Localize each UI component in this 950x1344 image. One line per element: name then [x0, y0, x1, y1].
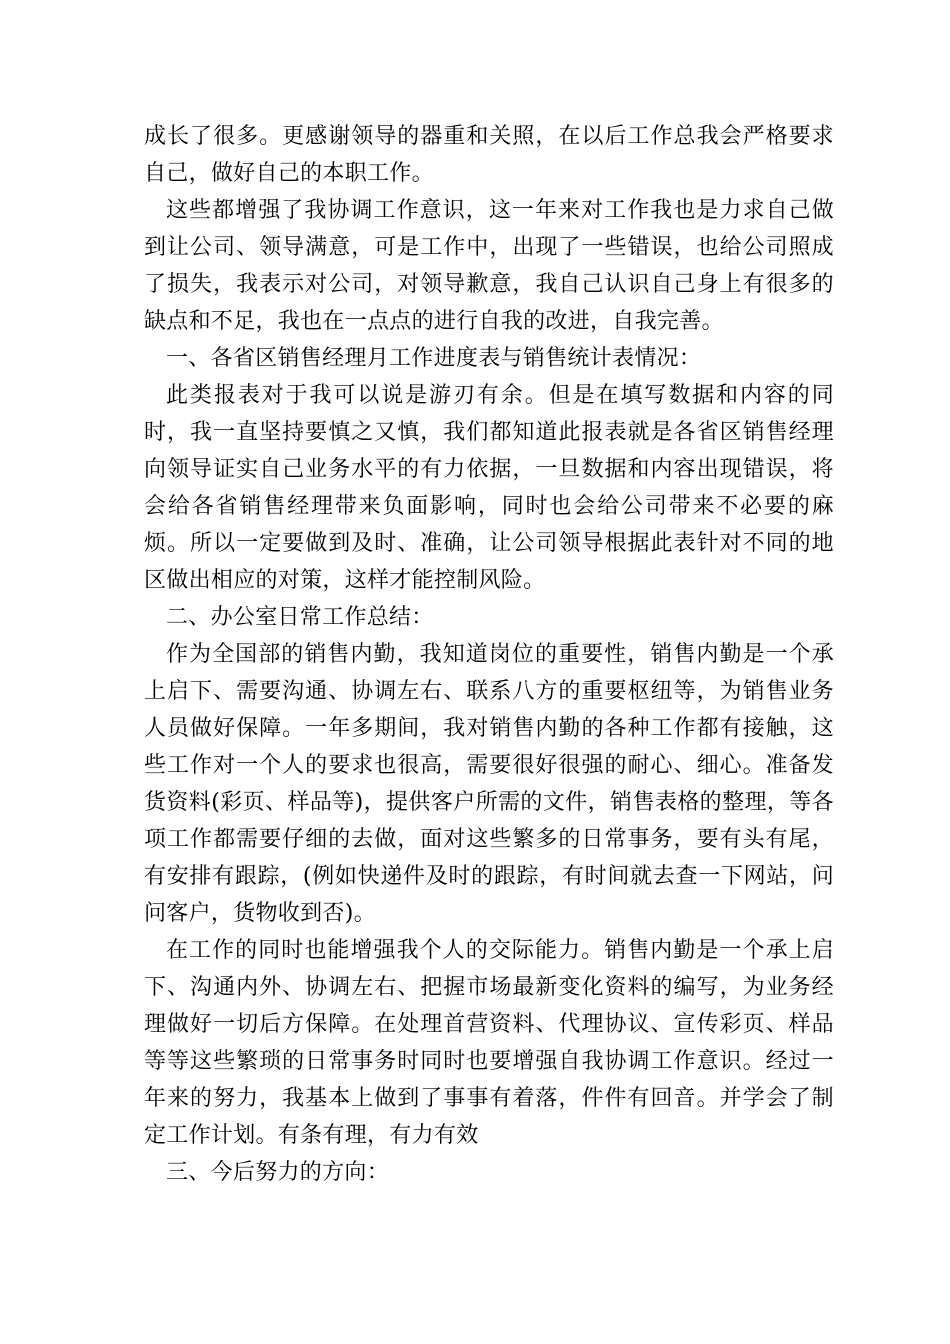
paragraph-communication: 在工作的同时也能增强我个人的交际能力。销售内勤是一个承上启下、沟通内外、协调左右、把握市场最新变化资料的编写，为业务经理做好一切后方保障。在处理首营资料、代理协议、宣传彩页、样品等等这些繁琐的日常事务时同时也要增强自我协调工作意识。经过一年来的努力，我基本上做到了事事有着落，件件有回音。并学会了制定工作计划。有条有理，有力有效	[144, 938, 834, 1148]
paragraph-coordination: 这些都增强了我协调工作意识，这一年来对工作我也是力求自己做到让公司、领导满意，可是工作中，出现了一些错误，也给公司照成了损失，我表示对公司，对领导歉意，我自己认识自己身上有很多的缺点和不足，我也在一点点的进行自我的改进，自我完善。	[144, 198, 834, 334]
section-heading-1: 一、各省区销售经理月工作进度表与销售统计表情况：	[166, 346, 702, 371]
section-heading-2: 二、办公室日常工作总结：	[166, 605, 434, 630]
document-body	[144, 118, 834, 1191]
paragraph-reports: 此类报表对于我可以说是游刃有余。但是在填写数据和内容的同时，我一直坚持要慎之又慎，我们都知道此报表就是各省区销售经理向领导证实自己业务水平的有力依据，一旦数据和内容出现错误，将会给各省销售经理带来负面影响，同时也会给公司带来不必要的麻烦。所以一定要做到及时、准确，让公司领导根据此表针对不同的地区做出相应的对策，这样才能控制风险。	[144, 383, 834, 593]
section-heading-3: 三、今后努力的方向：	[166, 1160, 390, 1185]
paragraph-continuation: 成长了很多。更感谢领导的器重和关照，在以后工作总我会严格要求自己，做好自己的本职工作。	[144, 124, 834, 186]
paragraph-office-work: 作为全国部的销售内勤，我知道岗位的重要性，销售内勤是一个承上启下、需要沟通、协调左右、联系八方的重要枢纽等，为销售业务人员做好保障。一年多期间，我对销售内勤的各种工作都有接触，这些工作对一个人的要求也很高，需要很好很强的耐心、细心。准备发货资料(彩页、样品等)，提供客户所需的文件，销售表格的整理，等各项工作都需要仔细的去做，面对这些繁多的日常事务，要有头有尾，有安排有跟踪，(例如快递件及时的跟踪，有时间就去查一下网站，问问客户，货物收到否)。	[144, 642, 834, 926]
